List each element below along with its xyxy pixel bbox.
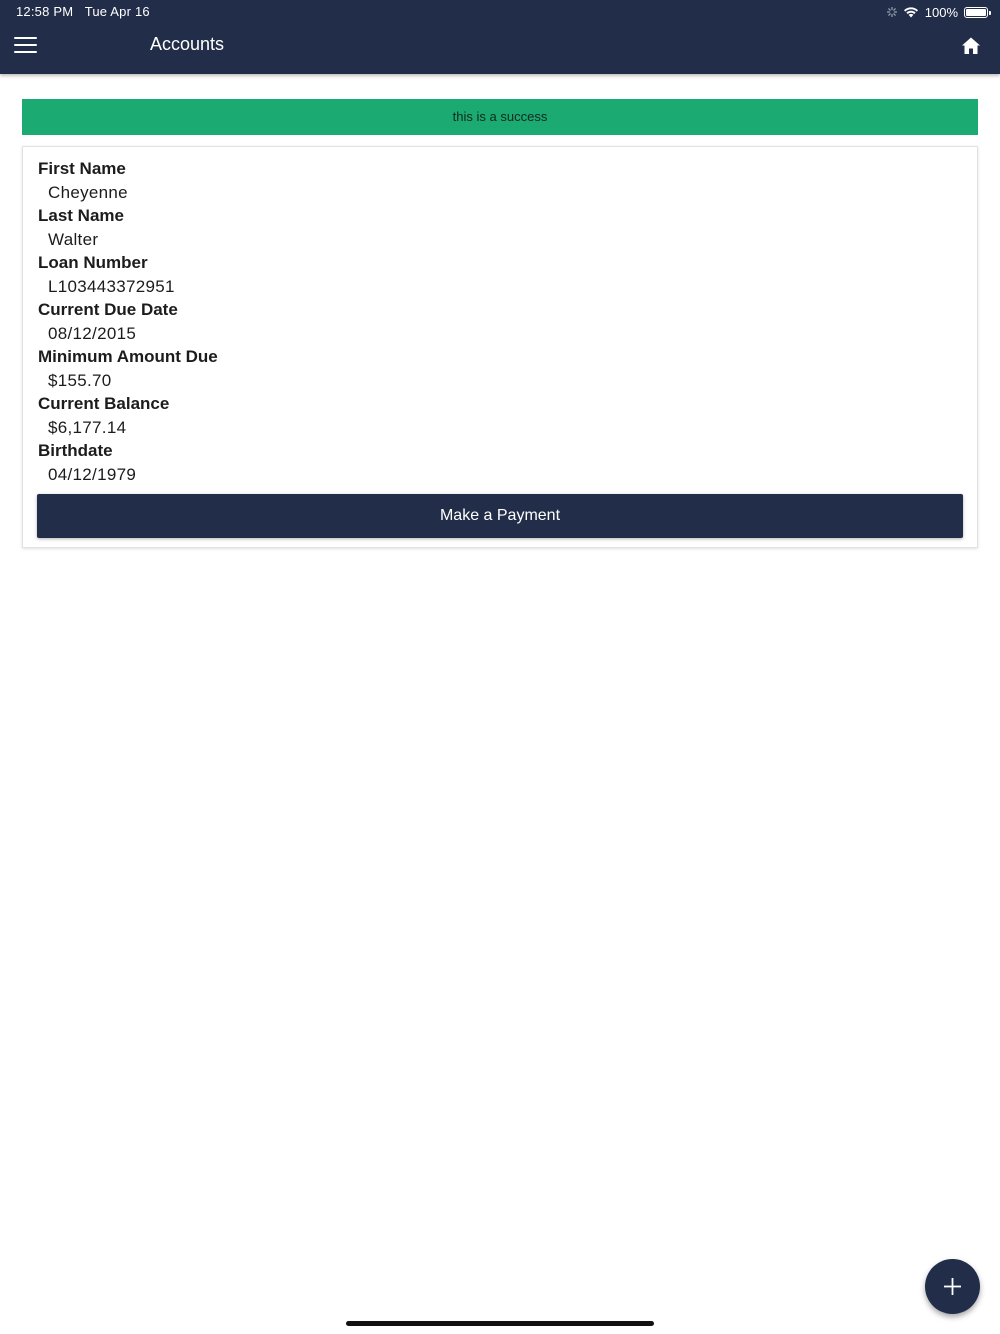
minimum-amount-due-label: Minimum Amount Due [38,347,218,366]
minimum-amount-due-value: $155.70 [48,370,112,390]
birthdate-value: 04/12/1979 [48,464,137,484]
wifi-icon [903,6,919,18]
current-due-date-label: Current Due Date [38,300,178,319]
status-indicators [887,3,988,21]
current-balance-value: $6,177.14 [48,417,127,437]
first-name-value: Cheyenne [48,182,128,202]
home-icon[interactable] [961,36,981,56]
current-due-date-value: 08/12/2015 [48,323,137,343]
loan-number-label: Loan Number [38,253,148,272]
last-name-label: Last Name [38,206,124,225]
current-balance-label: Current Balance [38,394,170,413]
battery-percent: 100% [924,4,958,20]
page-title: Accounts [150,34,225,54]
add-button[interactable] [925,1259,980,1314]
status-clock: 12:58 PM [16,4,74,19]
account-card [22,146,978,548]
birthdate-label: Birthdate [38,441,113,460]
last-name-value: Walter [48,229,99,249]
loan-number-value: L103443372951 [48,276,175,296]
loading-spinner-icon [887,7,897,17]
hamburger-menu-icon[interactable] [14,37,37,55]
success-alert: this is a success [22,99,978,135]
plus-icon [944,1278,961,1295]
home-indicator[interactable] [346,1321,654,1326]
account-details [38,157,218,486]
status-date: Tue Apr 16 [84,4,150,19]
battery-icon [964,7,988,18]
make-payment-button[interactable]: Make a Payment [37,494,963,538]
app-header [0,0,1000,74]
status-time [16,4,150,19]
first-name-label: First Name [38,159,126,178]
